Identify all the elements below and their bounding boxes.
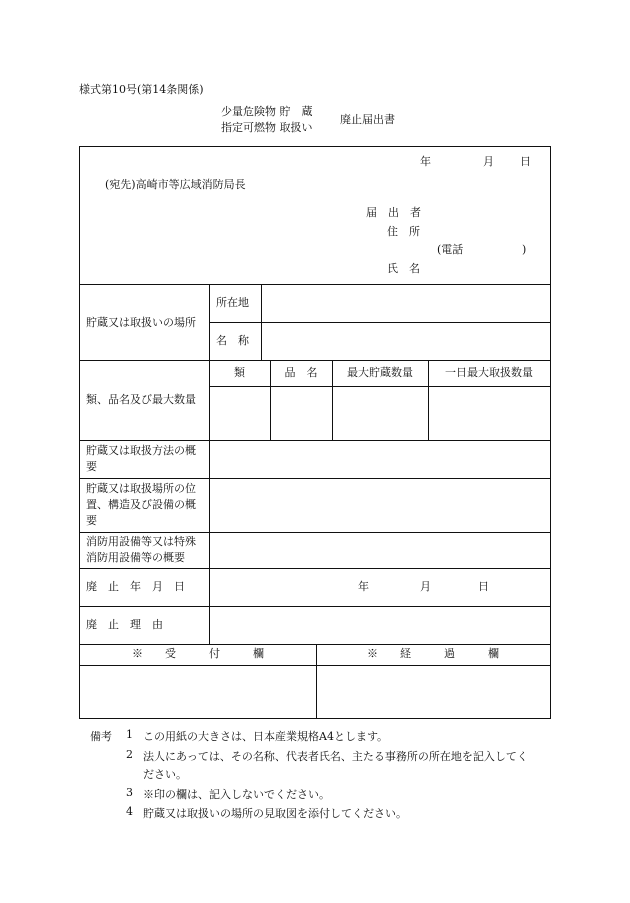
location-name-label: 名 称 <box>216 334 249 347</box>
notes-heading: 備考 <box>90 730 112 743</box>
note-1-text: この用紙の大きさは、日本産業規格A4とします。 <box>143 730 389 743</box>
abolish-year: 年 <box>358 580 369 593</box>
note-3-number: 3 <box>126 786 133 799</box>
col-max-header: 最大貯蔵数量 <box>347 366 413 379</box>
note-2-number: 2 <box>126 748 133 761</box>
note-4-number: 4 <box>126 805 133 818</box>
form-number: 様式第10号(第14条関係) <box>79 83 204 96</box>
form-table <box>79 146 551 719</box>
date-year: 年 <box>420 155 431 168</box>
phone-open: (電話 <box>437 243 464 256</box>
abolish-reason-label: 廃 止 理 由 <box>86 618 163 631</box>
title-line-handling: 指定可燃物 取扱い <box>221 121 313 134</box>
phone-close: ) <box>522 243 527 256</box>
col-item-header: 品 名 <box>284 366 318 379</box>
name-label: 氏 名 <box>387 262 420 275</box>
notifier-label: 届 出 者 <box>366 206 421 219</box>
row-divider <box>80 360 550 361</box>
abolish-day: 日 <box>478 580 489 593</box>
structure-label: 貯蔵又は取扱場所の位置、構造及び設備の概要 <box>86 482 196 527</box>
address-label: 住 所 <box>387 225 420 238</box>
col-daily-header: 一日最大取扱数量 <box>445 366 533 379</box>
row-divider <box>80 606 550 607</box>
row-divider <box>80 478 550 479</box>
form-title: 廃止届出書 <box>340 113 395 126</box>
row-divider <box>80 665 550 666</box>
fire-equipment-label: 消防用設備等又は特殊消防用設備等の概要 <box>86 535 196 564</box>
row-divider <box>80 568 550 569</box>
col-divider <box>209 284 210 644</box>
note-1-number: 1 <box>126 728 133 741</box>
reception-column-header: ※ 受 付 欄 <box>132 647 264 660</box>
col-divider <box>261 284 262 360</box>
location-address-label: 所在地 <box>216 296 249 309</box>
row-divider <box>80 532 550 533</box>
note-4-text: 貯蔵又は取扱いの場所の見取図を添付してください。 <box>143 807 407 820</box>
note-2-text: 法人にあっては、その名称、代表者氏名、主たる事務所の所在地を記入してく <box>143 750 528 763</box>
method-label: 貯蔵又は取扱方法の概要 <box>86 444 196 473</box>
row-divider <box>209 386 550 387</box>
addressee: (宛先)高崎市等広域消防局長 <box>105 178 246 191</box>
col-type-header: 類 <box>234 366 245 379</box>
date-day: 日 <box>520 155 531 168</box>
types-label: 類、品名及び最大数量 <box>86 393 196 406</box>
progress-column-header: ※ 経 過 欄 <box>367 647 499 660</box>
note-2-continuation: ださい。 <box>143 768 187 781</box>
note-3-text: ※印の欄は、記入しないでください。 <box>143 788 330 801</box>
row-divider <box>80 440 550 441</box>
row-divider <box>80 644 550 645</box>
abolish-month: 月 <box>420 580 431 593</box>
date-month: 月 <box>483 155 494 168</box>
abolish-date-label: 廃 止 年 月 日 <box>86 580 185 593</box>
row-divider <box>80 284 550 285</box>
title-line-storage: 少量危険物 貯 蔵 <box>221 105 313 118</box>
location-label: 貯蔵又は取扱いの場所 <box>86 316 196 329</box>
